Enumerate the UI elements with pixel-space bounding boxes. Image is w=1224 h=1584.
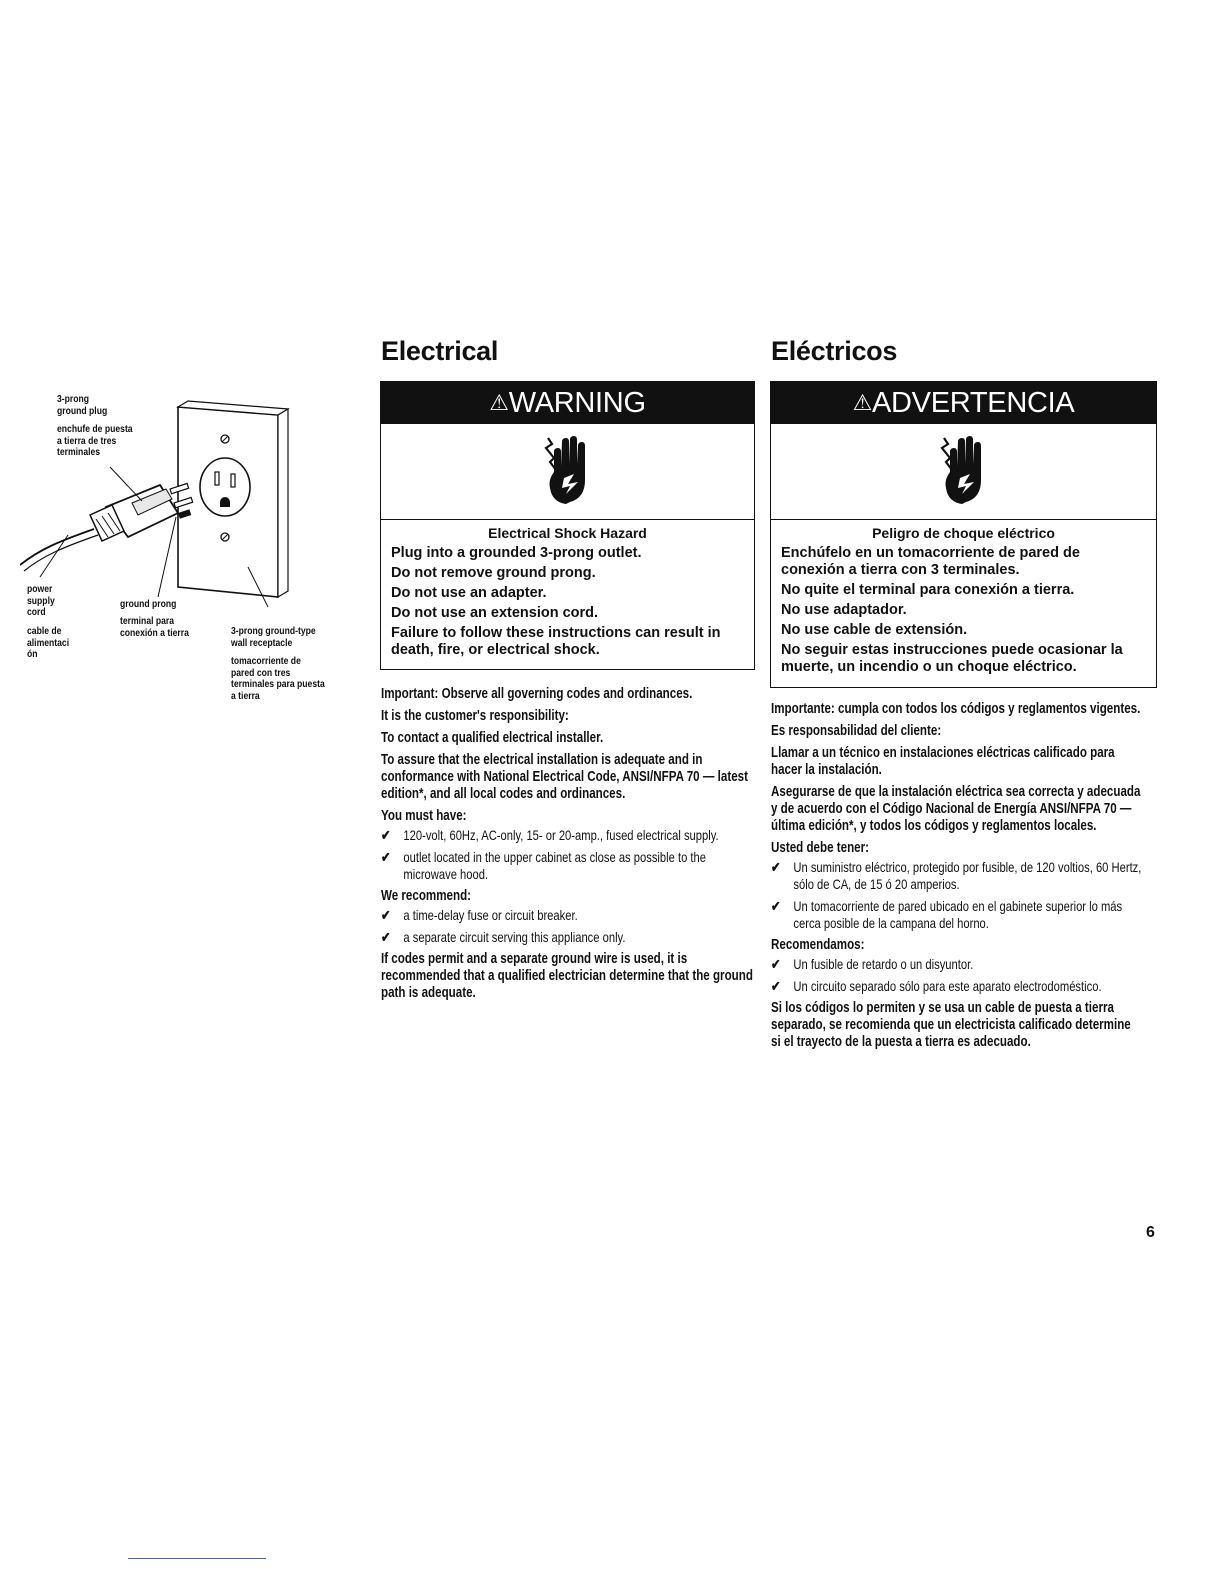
english-warning-line: Do not use an extension cord. — [391, 605, 599, 621]
spanish-contact: Llamar a un técnico en instalaciones eléctricas calificado para hacer la instalación. — [771, 745, 1115, 778]
english-body — [381, 686, 753, 1007]
english-recommend-heading: We recommend: — [381, 888, 472, 904]
english-must-have-heading: You must have: — [381, 808, 467, 824]
spanish-warning-line: Enchúfelo en un tomacorriente de pared de conexión a tierra con 3 terminales. — [781, 545, 1080, 578]
english-responsibility: It is the customer's responsibility: — [381, 708, 569, 724]
spanish-warning-box — [770, 381, 1157, 688]
list-item: ✔ Un circuito separado sólo para este aparato electrodoméstico. — [771, 978, 1102, 994]
check-icon: ✔ — [381, 929, 391, 945]
spanish-important: Importante: cumpla con todos los códigos y reglamentos vigentes. — [771, 701, 1141, 717]
english-title: Electrical — [381, 336, 499, 366]
label-cord-en: power supply cord — [27, 583, 55, 618]
spanish-hazard-title: Peligro de choque eléctrico — [872, 525, 1055, 541]
check-icon: ✔ — [381, 907, 391, 923]
spanish-body — [771, 701, 1143, 1056]
check-icon: ✔ — [381, 827, 391, 843]
english-hazard-title: Electrical Shock Hazard — [488, 525, 647, 541]
check-icon: ✔ — [771, 956, 781, 972]
spanish-warning-line: No use adaptador. — [781, 602, 907, 618]
spanish-warning-header: ⚠ADVERTENCIA — [771, 382, 1156, 424]
check-icon: ✔ — [771, 898, 781, 914]
list-item: ✔ outlet located in the upper cabinet as close as possible to the microwave hood. — [381, 849, 706, 882]
english-warning-header: ⚠WARNING — [381, 382, 754, 424]
shock-hand-icon — [540, 432, 596, 508]
warning-triangle-icon: ⚠ — [489, 390, 509, 415]
list-item: ✔ Un tomacorriente de pared ubicado en el gabinete superior lo más cerca posible de la campana del horno. — [771, 898, 1123, 931]
check-icon: ✔ — [771, 859, 781, 875]
label-receptacle-es: tomacorriente de pared con tres terminales para puesta a tierra — [231, 655, 325, 702]
list-item: ✔ a time-delay fuse or circuit breaker. — [381, 907, 578, 923]
shock-hand-icon — [936, 432, 992, 508]
list-item: ✔ 120-volt, 60Hz, AC-only, 15- or 20-amp., fused electrical supply. — [381, 827, 719, 843]
check-icon: ✔ — [381, 849, 391, 865]
spanish-responsibility: Es responsabilidad del cliente: — [771, 723, 942, 739]
english-assure: To assure that the electrical installation is adequate and in conformance with National Electrical Code, ANSI/NFPA 70 — latest edition*, and all local codes and ordinances. — [381, 752, 748, 802]
spanish-warning-line: No seguir estas instrucciones puede ocasionar la muerte, un incendio o un choque eléctrico. — [781, 642, 1123, 675]
english-warning-line: Do not use an adapter. — [391, 585, 547, 601]
spanish-ground-note: Si los códigos lo permiten y se usa un cable de puesta a tierra separado, se recomienda que un electricista calificado determine si el trayecto de la puesta a tierra es adecuado. — [771, 1000, 1131, 1050]
label-prong-es: terminal para conexión a tierra — [120, 615, 189, 639]
english-warning-line: Do not remove ground prong. — [391, 565, 596, 581]
spanish-assure: Asegurarse de que la instalación eléctrica sea correcta y adecuada y de acuerdo con el Código Nacional de Energía ANSI/NFPA 70 — última edición*, y todos los códigos y reglamentos locales. — [771, 784, 1141, 834]
spanish-warning-line: No quite el terminal para conexión a tierra. — [781, 582, 1075, 598]
english-warning-line: Failure to follow these instructions can result in death, fire, or electrical shock. — [391, 625, 721, 658]
label-receptacle-en: 3-prong ground-type wall receptacle — [231, 625, 316, 649]
spanish-recommend-heading: Recomendamos: — [771, 937, 865, 953]
english-warning-box — [380, 381, 755, 670]
english-contact: To contact a qualified electrical installer. — [381, 730, 604, 746]
list-item: ✔ Un suministro eléctrico, protegido por fusible, de 120 voltios, 60 Hertz, sólo de CA, de 15 ó 20 amperios. — [771, 859, 1142, 892]
check-icon: ✔ — [771, 978, 781, 994]
footer-rule — [128, 1558, 266, 1559]
english-warning-line: Plug into a grounded 3-prong outlet. — [391, 545, 642, 561]
list-item: ✔ a separate circuit serving this appliance only. — [381, 929, 626, 945]
spanish-must-have-heading: Usted debe tener: — [771, 840, 869, 856]
label-prong-en: ground prong — [120, 598, 177, 610]
english-important: Important: Observe all governing codes and ordinances. — [381, 686, 693, 702]
label-plug-es: enchufe de puesta a tierra de tres terminales — [57, 423, 133, 458]
spanish-warning-line: No use cable de extensión. — [781, 622, 968, 638]
label-cord-es: cable de alimentaci ón — [27, 625, 70, 660]
list-item: ✔ Un fusible de retardo o un disyuntor. — [771, 956, 974, 972]
page-number: 6 — [1146, 1224, 1155, 1241]
spanish-title: Eléctricos — [771, 336, 898, 366]
english-ground-note: If codes permit and a separate ground wire is used, it is recommended that a qualified electrician determine that the ground path is adequate. — [381, 951, 753, 1001]
label-plug-en: 3-prong ground plug — [57, 393, 108, 417]
warning-triangle-icon: ⚠ — [852, 390, 872, 415]
